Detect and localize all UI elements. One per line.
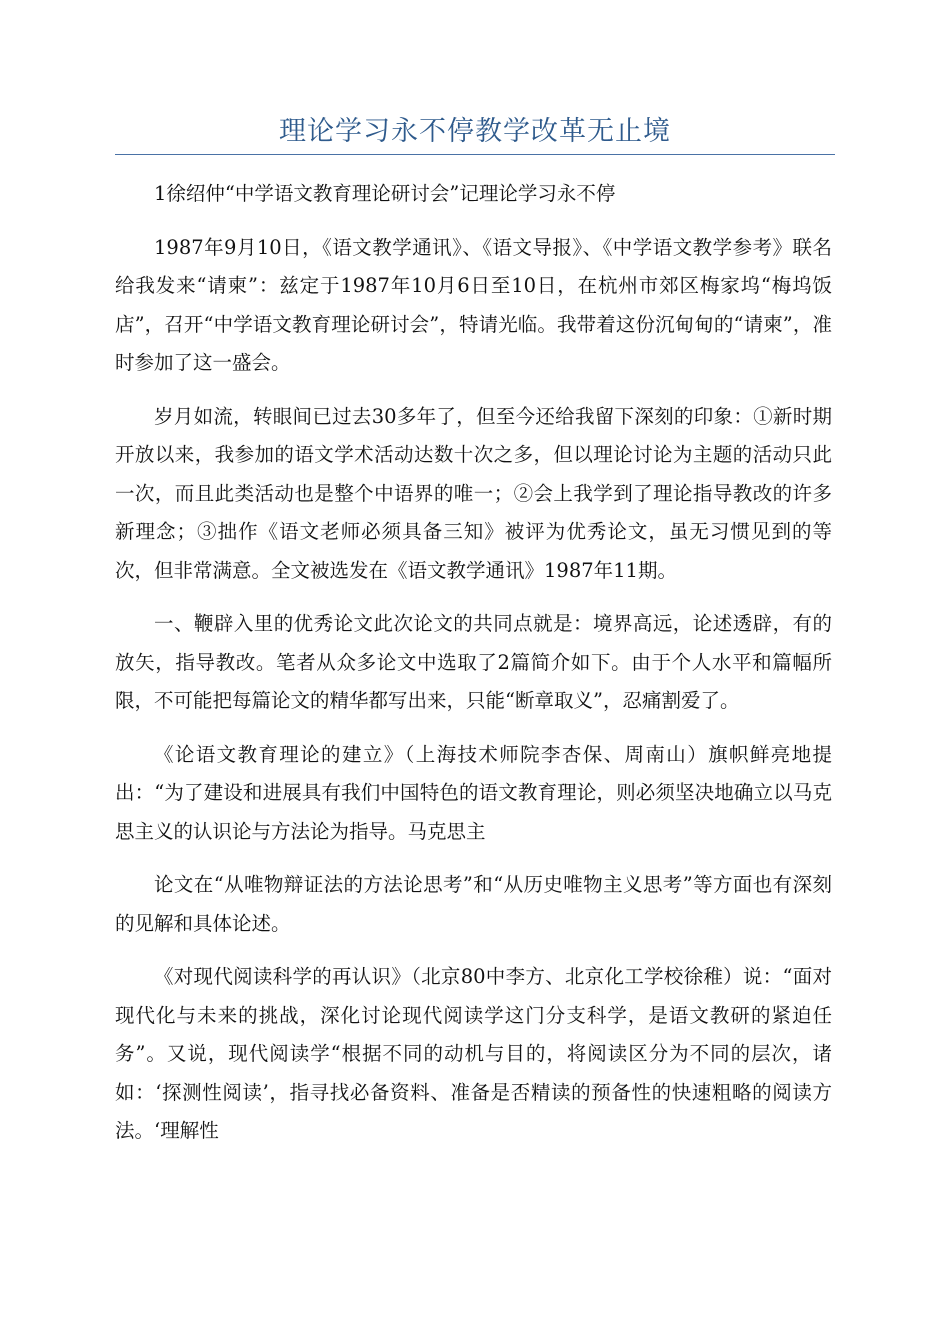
- document-body: [115, 175, 832, 1166]
- paragraph-4: 一、鞭辟入里的优秀论文此次论文的共同点就是：境界高远，论述透辟，有的放矢，指导教改。笔者从众多论文中选取了2篇简介如下。由于个人水平和篇幅所限，不可能把每篇论文的精华都写出来，只能“断章取义”，忍痛割爱了。: [115, 612, 832, 712]
- document-title: 理论学习永不停教学改革无止境: [279, 116, 671, 147]
- paragraph-1: 1徐绍仲“中学语文教育理论研讨会”记理论学习永不停: [154, 182, 616, 205]
- title-underline: [115, 154, 835, 155]
- paragraph-5: 《论语文教育理论的建立》（上海技术师院李杏保、周南山）旗帜鲜亮地提出：“为了建设和进展具有我们中国特色的语文教育理论，则必须坚决地确立以马克思主义的认识论与方法论为指导。马克思主: [115, 742, 832, 843]
- paragraph-3: 岁月如流，转眼间已过去30多年了，但至今还给我留下深刻的印象：①新时期开放以来，我参加的语文学术活动达数十次之多，但以理论讨论为主题的活动只此一次，而且此类活动也是整个中语界的唯一；②会上我学到了理论指导教改的许多新理念；③拙作《语文老师必须具备三知》被评为优秀论文，虽无习惯见到的等次，但非常满意。全文被选发在《语文教学通讯》1987年11期。: [115, 404, 832, 582]
- paragraph-2: 1987年9月10日，《语文教学通讯》、《语文导报》、《中学语文教学参考》联名给我发来“请柬”：兹定于1987年10月6日至10日，在杭州市郊区梅家坞“梅坞饭店”，召开“中学语文教育理论研讨会”，特请光临。我带着这份沉甸甸的“请柬”，准时参加了这一盛会。: [115, 235, 832, 374]
- paragraph-6: 论文在“从唯物辩证法的方法论思考”和“从历史唯物主义思考”等方面也有深刻的见解和具体论述。: [115, 873, 832, 935]
- paragraph-7: 《对现代阅读科学的再认识》（北京80中李方、北京化工学校徐稚）说：“面对现代化与未来的挑战，深化讨论现代阅读学这门分支科学，是语文教研的紧迫任务”。又说，现代阅读学“根据不同的动机与目的，将阅读区分为不同的层次，诸如：‘探测性阅读’，指寻找必备资料、准备是否精读的预备性的快速粗略的阅读方法。‘理解性: [115, 965, 832, 1142]
